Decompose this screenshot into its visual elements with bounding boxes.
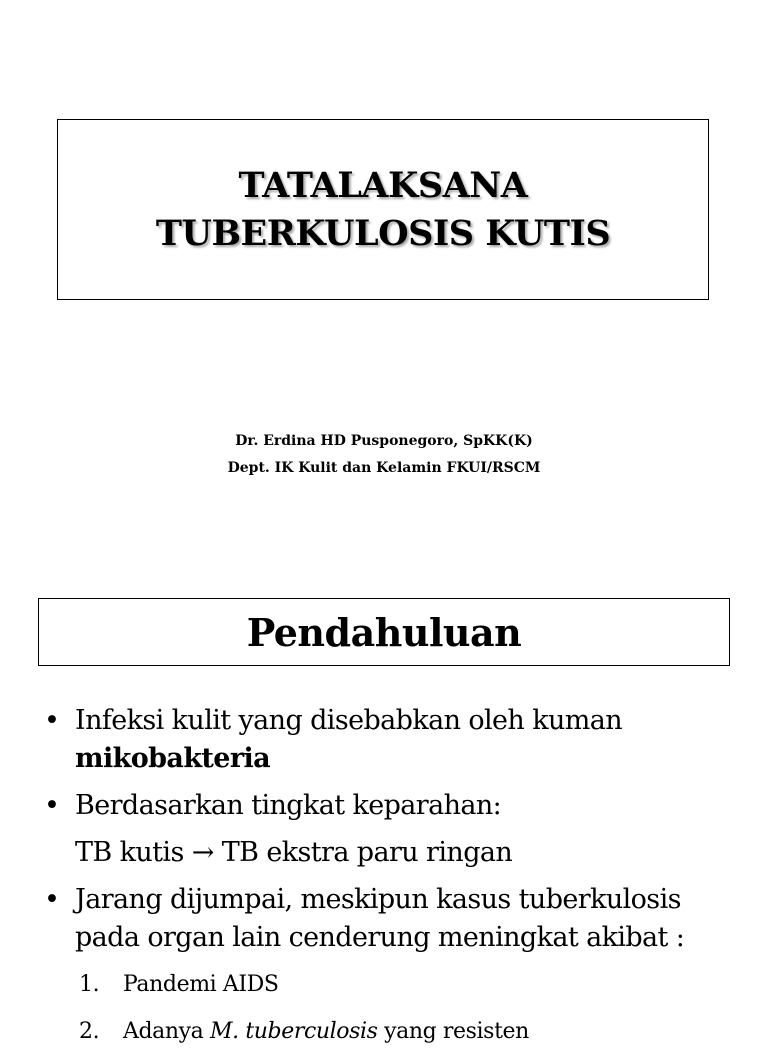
author-name: Dr. Erdina HD Pusponegoro, SpKK(K) bbox=[235, 433, 533, 449]
bullet-1-bold: mikobakteria bbox=[75, 743, 271, 774]
bullet-3-text: Jarang dijumpai, meskipun kasus tuberkulosis pada organ lain cenderung meningkat akibat : bbox=[75, 884, 685, 953]
bullet-2-sub-right: TB ekstra paru ringan bbox=[221, 837, 513, 868]
bullet-1-text: Infeksi kulit yang disebabkan oleh kuman bbox=[75, 705, 623, 736]
title-box bbox=[57, 119, 709, 300]
author-block bbox=[0, 428, 768, 482]
slide-content bbox=[44, 702, 744, 1051]
content-slide bbox=[0, 560, 768, 1044]
bullet-item bbox=[44, 702, 744, 778]
title-line-2: TUBERKULOSIS KUTIS bbox=[155, 212, 611, 254]
bullet-2-subline bbox=[44, 834, 744, 872]
numbered-item bbox=[44, 966, 744, 1004]
bullet-item bbox=[44, 787, 744, 825]
author-department: Dept. IK Kulit dan Kelamin FKUI/RSCM bbox=[227, 460, 541, 476]
numbered-item-text-post: yang resisten bbox=[377, 1019, 529, 1044]
numbered-item-number: 2. bbox=[79, 1019, 100, 1044]
numbered-item-text: Pandemi AIDS bbox=[123, 972, 279, 997]
heading-box bbox=[38, 598, 730, 666]
numbered-item-text-pre: Adanya bbox=[123, 1019, 210, 1044]
bullet-2-sub-left: TB kutis bbox=[75, 837, 184, 868]
arrow-right-icon: → bbox=[191, 837, 214, 868]
numbered-item-text-italic: M. tuberculosis bbox=[210, 1019, 378, 1044]
bullet-item bbox=[44, 881, 744, 957]
numbered-item-number: 1. bbox=[79, 972, 100, 997]
bullet-dot-icon: • bbox=[44, 705, 60, 736]
bullet-dot-icon: • bbox=[44, 884, 60, 915]
slide-heading: Pendahuluan bbox=[246, 609, 522, 655]
bullet-dot-icon: • bbox=[44, 790, 60, 821]
numbered-item bbox=[44, 1013, 744, 1051]
title-line-1: TATALAKSANA bbox=[238, 164, 528, 206]
bullet-2-text: Berdasarkan tingkat keparahan: bbox=[75, 790, 502, 821]
